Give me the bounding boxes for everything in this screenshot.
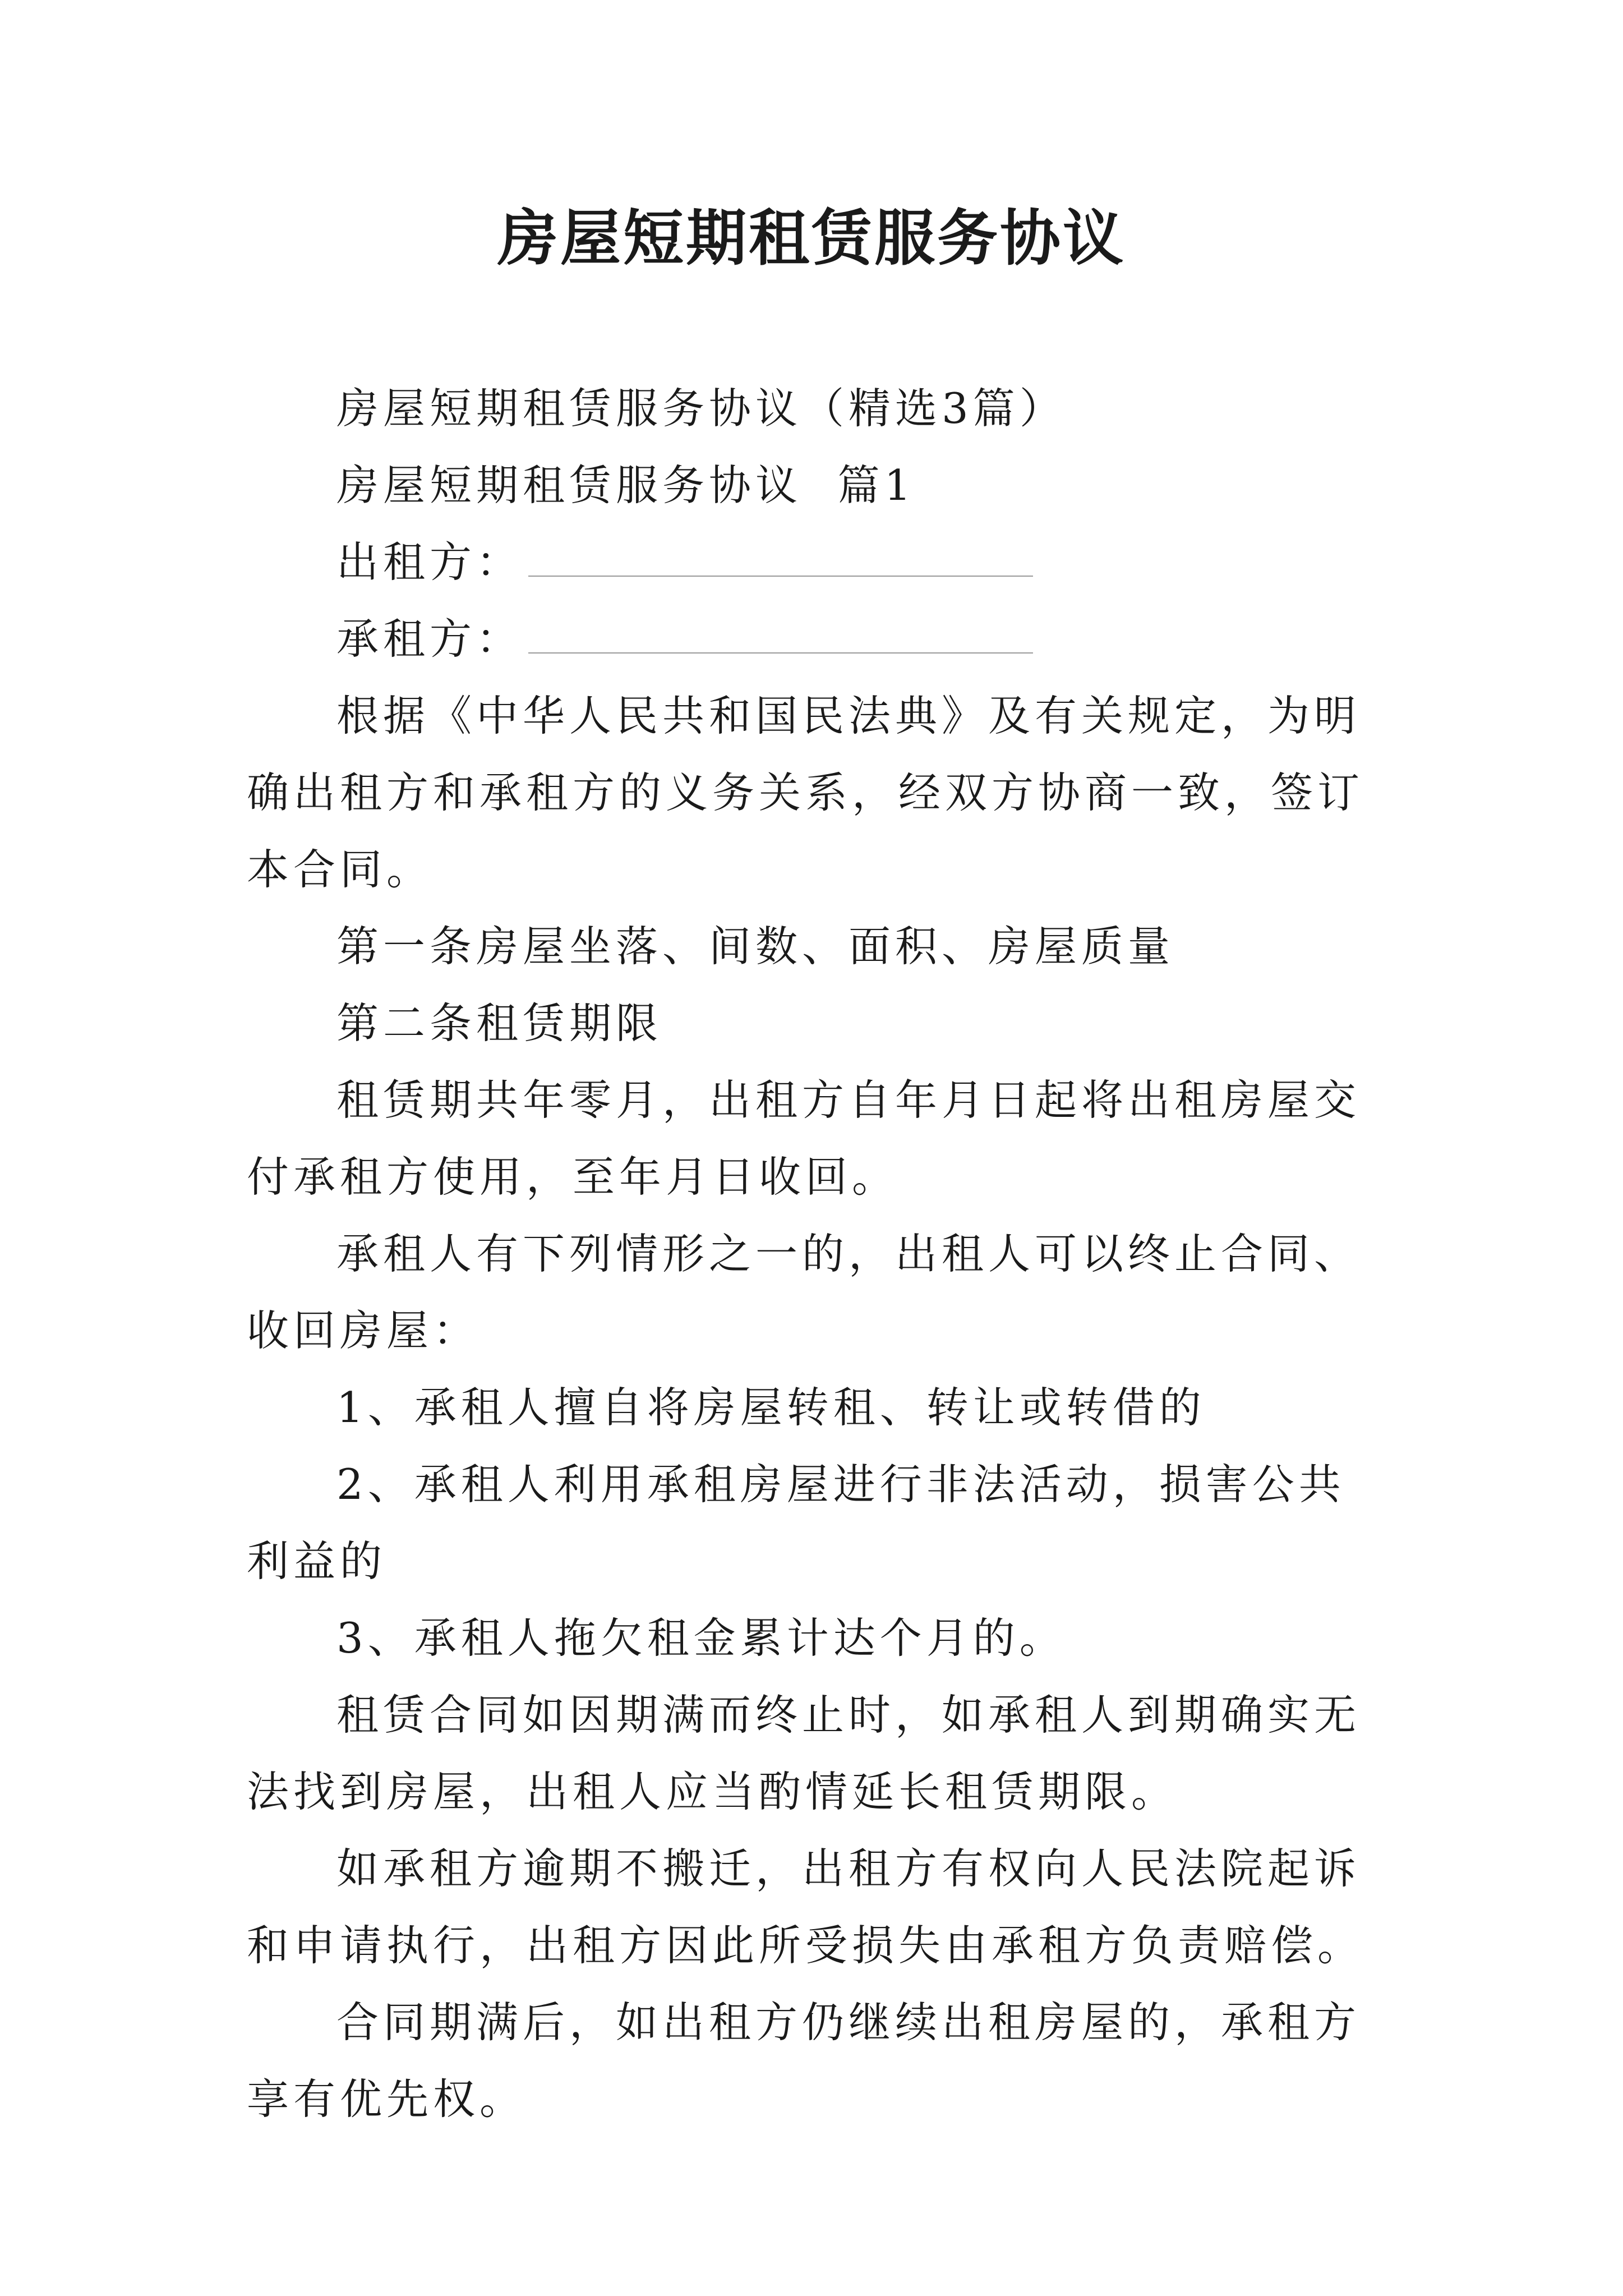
document-body — [247, 370, 1391, 2138]
lessor-blank — [528, 536, 1033, 577]
list-item: 3、承租人拖欠租金累计达个月的。 — [336, 1613, 1066, 1663]
article-heading: 第二条租赁期限 — [336, 999, 663, 1048]
lessor-line — [247, 524, 1391, 601]
paragraph: 如承租方逾期不搬迁，出租方有权向人民法院起诉和申请执行，出租方因此所受损失由承租方负责赔偿。 — [247, 1844, 1364, 1970]
lessee-label: 承租方： — [336, 614, 523, 664]
lessee-line — [247, 601, 1391, 678]
article-heading: 第一条房屋坐落、间数、面积、房屋质量 — [336, 922, 1175, 971]
paragraph: 租赁合同如因期满而终止时，如承租人到期确实无法找到房屋，出租人应当酌情延长租赁期限。 — [247, 1690, 1361, 1816]
paragraph: 租赁期共年零月，出租方自年月日起将出租房屋交付承租方使用，至年月日收回。 — [247, 1075, 1361, 1202]
paragraph: 合同期满后，如出租方仍继续出租房屋的，承租方享有优先权。 — [247, 1998, 1361, 2124]
lessor-label: 出租方： — [336, 537, 523, 587]
list-item: 1、承租人擅自将房屋转租、转让或转借的 — [336, 1383, 1206, 1432]
document-title: 房屋短期租赁服务协议 — [497, 203, 1126, 274]
paragraph: 根据《中华人民共和国民法典》及有关规定，为明确出租方和承租方的义务关系，经双方协商一致，签订本合同。 — [247, 691, 1364, 894]
document-subtitle: 房屋短期租赁服务协议（精选3篇） — [336, 384, 1066, 433]
section-heading: 房屋短期租赁服务协议 篇1 — [336, 461, 916, 510]
list-item: 2、承租人利用承租房屋进行非法活动，损害公共利益的 — [247, 1460, 1345, 1586]
paragraph: 承租人有下列情形之一的，出租人可以终止合同、收回房屋： — [247, 1229, 1361, 1355]
lessee-blank — [528, 613, 1033, 654]
